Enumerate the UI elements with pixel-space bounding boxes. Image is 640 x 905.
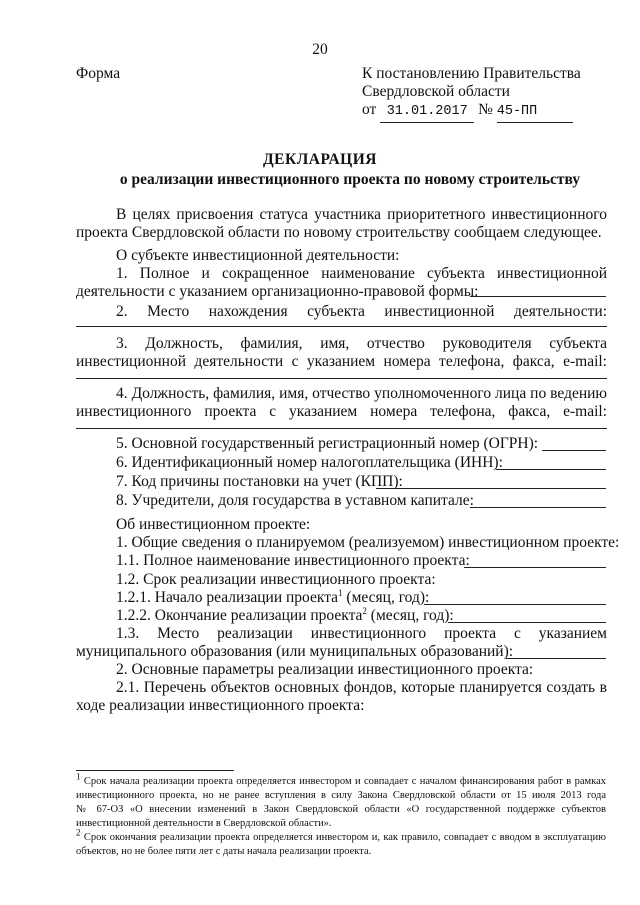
subject-item-4-line-1: 4. Должность, фамилия, имя, отчество уполномоченного лица по ведению bbox=[116, 385, 607, 402]
number-label: № bbox=[478, 101, 493, 118]
project-item-2-1-line-1: 2.1. Перечень объектов основных фондов, которые планируется создать в bbox=[116, 679, 607, 696]
project-location-field[interactable] bbox=[506, 658, 606, 659]
intro-line-2: проекта Свердловской области по новому строительству сообщаем следующее. bbox=[76, 224, 602, 241]
footnote-ref-1: 1 bbox=[338, 587, 343, 598]
project-start-tail: (месяц, год): bbox=[342, 589, 430, 606]
document-subtitle: о реализации инвестиционного проекта по новому строительству bbox=[119, 171, 581, 188]
subject-item-4-field[interactable] bbox=[76, 428, 607, 429]
footnote-divider bbox=[76, 770, 234, 771]
subject-item-6: 6. Идентификационный номер налогоплательщика (ИНН): bbox=[116, 454, 503, 471]
ogrn-field[interactable] bbox=[542, 450, 606, 451]
kpp-field[interactable] bbox=[376, 488, 606, 489]
subject-item-2: 2. Место нахождения субъекта инвестиционной деятельности: bbox=[116, 303, 607, 320]
footnote-1-line-2: инвестиционного проекта, но не ранее вступления в силу Закона Свердловской области от 15 июля 2013 года bbox=[76, 790, 606, 801]
footnote-1-line-3: № 67-ОЗ «О внесении изменений в Закон Свердловской области «О государственной поддержке субъектов bbox=[76, 804, 606, 815]
project-item-1-2: 1.2. Срок реализации инвестиционного проекта: bbox=[116, 571, 436, 588]
subject-item-7: 7. Код причины постановки на учет (КПП): bbox=[116, 473, 403, 490]
form-label: Форма bbox=[76, 65, 121, 82]
project-start-label: 1.2.1. Начало реализации проекта bbox=[116, 589, 339, 606]
subject-item-4-line-2: инвестиционного проекта с указанием номера телефона, факса, e-mail: bbox=[76, 403, 607, 420]
project-name-field[interactable] bbox=[464, 567, 606, 568]
project-heading: Об инвестиционном проекте: bbox=[116, 516, 311, 533]
project-end-field[interactable] bbox=[448, 622, 606, 623]
footnote-1-text: Срок начала реализации проекта определяется инвестором и совпадает с началом финансирования работ в рамках bbox=[80, 776, 606, 787]
resolution-date: 31.01.2017 bbox=[380, 102, 474, 123]
subject-item-1-line-1: 1. Полное и сокращенное наименование субъекта инвестиционной bbox=[116, 265, 607, 282]
project-item-1-2-1 bbox=[116, 588, 429, 608]
from-label: от bbox=[362, 101, 377, 118]
subject-item-3-line-1: 3. Должность, фамилия, имя, отчество руководителя субъекта bbox=[116, 335, 607, 352]
resolution-line-1: К постановлению Правительства bbox=[362, 65, 581, 82]
footnote-ref-2: 2 bbox=[362, 605, 367, 616]
project-item-1-2-2 bbox=[116, 606, 454, 626]
subject-item-3-line-2: инвестиционной деятельности с указанием номера телефона, факса, e-mail: bbox=[76, 353, 607, 370]
project-end-tail: (месяц, год): bbox=[366, 607, 454, 624]
document-title: ДЕКЛАРАЦИЯ bbox=[263, 151, 377, 168]
footnote-2-line-2: объектов, но не более пяти лет с даты начала реализации проекта. bbox=[76, 846, 372, 857]
subject-item-5: 5. Основной государственный регистрационный номер (ОГРН): bbox=[116, 435, 539, 452]
resolution-date-line bbox=[362, 100, 573, 123]
page-number: 20 bbox=[312, 41, 328, 58]
subject-heading: О субъекте инвестиционной деятельности: bbox=[116, 247, 400, 264]
founders-field[interactable] bbox=[470, 507, 606, 508]
project-item-1-3-line-1: 1.3. Место реализации инвестиционного проекта с указанием bbox=[116, 625, 607, 642]
footnote-2-marker: 2 bbox=[76, 827, 81, 838]
subject-item-1-line-2: деятельности с указанием организационно-правовой формы: bbox=[76, 283, 479, 300]
project-item-1-3-line-2: муниципального образования (или муниципальных образований): bbox=[76, 643, 514, 660]
intro-line-1: В целях присвоения статуса участника приоритетного инвестиционного bbox=[116, 206, 607, 223]
project-item-2: 2. Основные параметры реализации инвестиционного проекта: bbox=[116, 661, 534, 678]
project-item-1: 1. Общие сведения о планируемом (реализуемом) инвестиционном проекте: bbox=[116, 534, 620, 551]
subject-item-1-field[interactable] bbox=[470, 296, 606, 297]
resolution-line-2: Свердловской области bbox=[362, 83, 510, 100]
subject-item-2-field[interactable] bbox=[76, 326, 607, 327]
project-item-2-1-line-2: ходе реализации инвестиционного проекта: bbox=[76, 697, 365, 714]
footnote-2-text: Срок окончания реализации проекта определяется инвестором и, как правило, совпадает с вводом в эксплуатацию bbox=[80, 832, 606, 843]
footnote-2-line-1 bbox=[76, 827, 606, 845]
footnote-1-line-1 bbox=[76, 771, 606, 789]
resolution-number: 45-ПП bbox=[497, 102, 573, 123]
project-item-1-1: 1.1. Полное наименование инвестиционного проекта: bbox=[116, 552, 470, 569]
project-start-field[interactable] bbox=[424, 604, 606, 605]
subject-item-8: 8. Учредители, доля государства в уставном капитале: bbox=[116, 492, 474, 509]
subject-item-3-field[interactable] bbox=[76, 378, 607, 379]
inn-field[interactable] bbox=[496, 469, 606, 470]
footnote-1-marker: 1 bbox=[76, 771, 81, 782]
project-end-label: 1.2.2. Окончание реализации проекта bbox=[116, 607, 363, 624]
footnote-1-line-4: инвестиционной деятельности в Свердловской области». bbox=[76, 818, 332, 829]
